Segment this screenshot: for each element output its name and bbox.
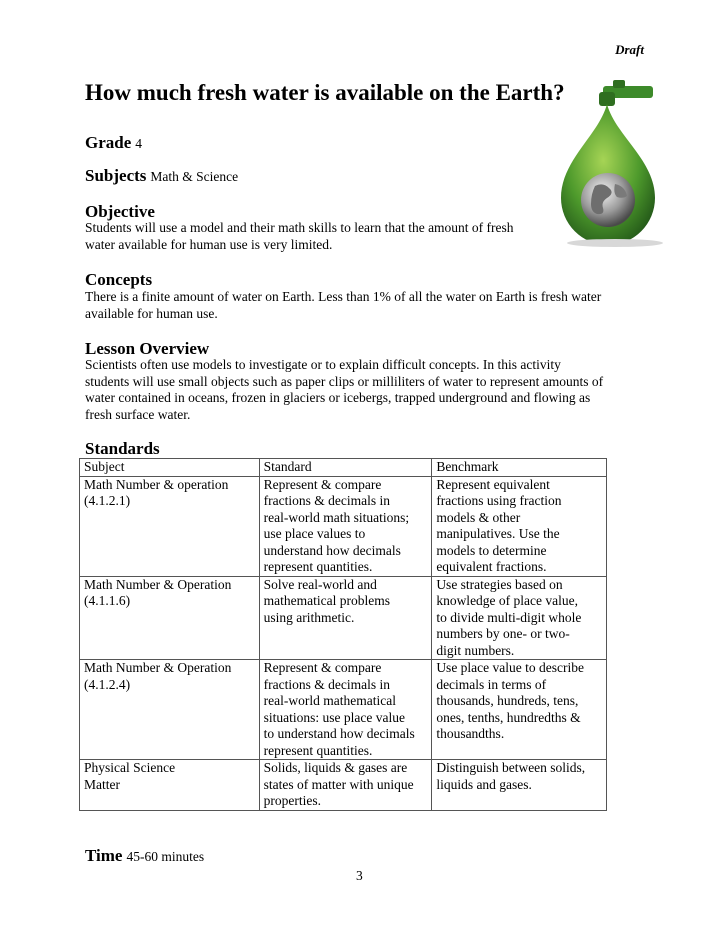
grade-line bbox=[85, 133, 142, 153]
page-title: How much fresh water is available on the Earth? bbox=[85, 80, 565, 105]
time-value: 45-60 minutes bbox=[126, 849, 205, 864]
concepts-line: There is a finite amount of water on Earth. Less than 1% of all the water on Earth is fresh water bbox=[85, 289, 602, 304]
subjects-value: Math & Science bbox=[150, 169, 239, 184]
concepts-line: available for human use. bbox=[85, 305, 218, 321]
objective-text bbox=[85, 220, 514, 253]
water-drop-logo-icon bbox=[555, 80, 665, 250]
overview-line: Scientists often use models to investigate or to explain difficult concepts. In this activity bbox=[85, 357, 561, 372]
cell-line: situations: use place value bbox=[263, 709, 406, 725]
grade-value: 4 bbox=[135, 136, 143, 151]
standard-cell bbox=[259, 576, 432, 660]
time-label: Time bbox=[85, 846, 123, 865]
table-row bbox=[80, 476, 607, 576]
subject-cell bbox=[80, 576, 260, 660]
column-header-benchmark: Benchmark bbox=[432, 459, 607, 477]
benchmark-cell bbox=[432, 760, 607, 811]
cell-line: equivalent fractions. bbox=[436, 559, 547, 574]
overview-line: water contained in oceans, frozen in glaciers or icebergs, trapped underground and flowing as bbox=[85, 390, 591, 405]
cell-line: Use strategies based on bbox=[436, 576, 563, 592]
cell-line: (4.1.2.4) bbox=[84, 676, 131, 692]
objective-heading: Objective bbox=[85, 202, 155, 221]
cell-line: models & other bbox=[436, 509, 521, 525]
concepts-text bbox=[85, 289, 601, 322]
overview-text bbox=[85, 357, 603, 423]
cell-line: Represent equivalent bbox=[436, 476, 550, 492]
table-header-row bbox=[80, 459, 607, 477]
cell-line: Matter bbox=[84, 776, 120, 792]
cell-line: properties. bbox=[263, 793, 322, 808]
subject-cell bbox=[80, 660, 260, 760]
cell-line: real-world mathematical bbox=[263, 693, 396, 708]
subject-cell bbox=[80, 476, 260, 576]
subject-cell bbox=[80, 760, 260, 811]
subjects-line bbox=[85, 166, 238, 186]
cell-line: real-world math situations; bbox=[263, 509, 410, 525]
standard-cell bbox=[259, 760, 432, 811]
column-header-standard: Standard bbox=[259, 459, 432, 477]
cell-line: fractions & decimals in bbox=[263, 493, 391, 508]
cell-line: numbers by one- or two- bbox=[436, 626, 570, 641]
cell-line: understand how decimals bbox=[263, 542, 401, 558]
cell-line: ones, tenths, hundredths & bbox=[436, 709, 581, 725]
benchmark-cell bbox=[432, 660, 607, 760]
cell-line: Represent & compare bbox=[263, 660, 382, 675]
cell-line: thousandths. bbox=[436, 726, 505, 741]
cell-line: digit numbers. bbox=[436, 642, 515, 658]
cell-line: to understand how decimals bbox=[263, 726, 415, 741]
cell-line: mathematical problems bbox=[263, 593, 391, 608]
cell-line: represent quantities. bbox=[263, 742, 373, 758]
objective-line: water available for human use is very limited. bbox=[85, 236, 333, 252]
grade-label: Grade bbox=[85, 133, 132, 152]
cell-line: Represent & compare bbox=[263, 476, 382, 492]
column-header-subject: Subject bbox=[80, 459, 260, 477]
cell-line: (4.1.2.1) bbox=[84, 493, 131, 508]
cell-line: liquids and gases. bbox=[436, 776, 532, 792]
objective-line: Students will use a model and their math skills to learn that the amount of fresh bbox=[85, 220, 514, 235]
cell-line: fractions & decimals in bbox=[263, 676, 391, 692]
cell-line: Use place value to describe bbox=[436, 660, 584, 675]
cell-line: Solids, liquids & gases are bbox=[263, 760, 408, 775]
benchmark-cell bbox=[432, 576, 607, 660]
cell-line: thousands, hundreds, tens, bbox=[436, 693, 579, 708]
cell-line: fractions using fraction bbox=[436, 493, 562, 508]
cell-line: manipulatives. Use the bbox=[436, 526, 560, 541]
table-row bbox=[80, 660, 607, 760]
cell-line: Math Number & Operation bbox=[84, 576, 232, 592]
cell-line: knowledge of place value, bbox=[436, 593, 579, 608]
standards-table bbox=[79, 458, 607, 811]
draft-label: Draft bbox=[615, 42, 644, 57]
cell-line: (4.1.1.6) bbox=[84, 593, 131, 608]
cell-line: Math Number & Operation bbox=[84, 660, 232, 675]
overview-line: fresh surface water. bbox=[85, 406, 191, 422]
table-row bbox=[80, 760, 607, 811]
cell-line: represent quantities. bbox=[263, 559, 373, 574]
cell-line: using arithmetic. bbox=[263, 609, 355, 625]
cell-line: Math Number & operation bbox=[84, 476, 229, 492]
cell-line: to divide multi-digit whole bbox=[436, 609, 582, 625]
overview-heading: Lesson Overview bbox=[85, 339, 210, 358]
cell-line: Solve real-world and bbox=[263, 576, 377, 592]
standards-heading: Standards bbox=[85, 439, 160, 458]
overview-line: students will use small objects such as paper clips or milliliters of water to represent amounts of bbox=[85, 373, 604, 389]
benchmark-cell bbox=[432, 476, 607, 576]
cell-line: use place values to bbox=[263, 526, 366, 541]
page-number: 3 bbox=[356, 868, 363, 883]
standard-cell bbox=[259, 660, 432, 760]
cell-line: models to determine bbox=[436, 542, 547, 558]
time-line bbox=[85, 846, 204, 866]
subjects-label: Subjects bbox=[85, 166, 147, 185]
cell-line: states of matter with unique bbox=[263, 776, 414, 792]
cell-line: decimals in terms of bbox=[436, 676, 547, 692]
cell-line: Distinguish between solids, bbox=[436, 760, 586, 775]
cell-line: Physical Science bbox=[84, 760, 176, 775]
table-row bbox=[80, 576, 607, 660]
concepts-heading: Concepts bbox=[85, 270, 153, 289]
standard-cell bbox=[259, 476, 432, 576]
